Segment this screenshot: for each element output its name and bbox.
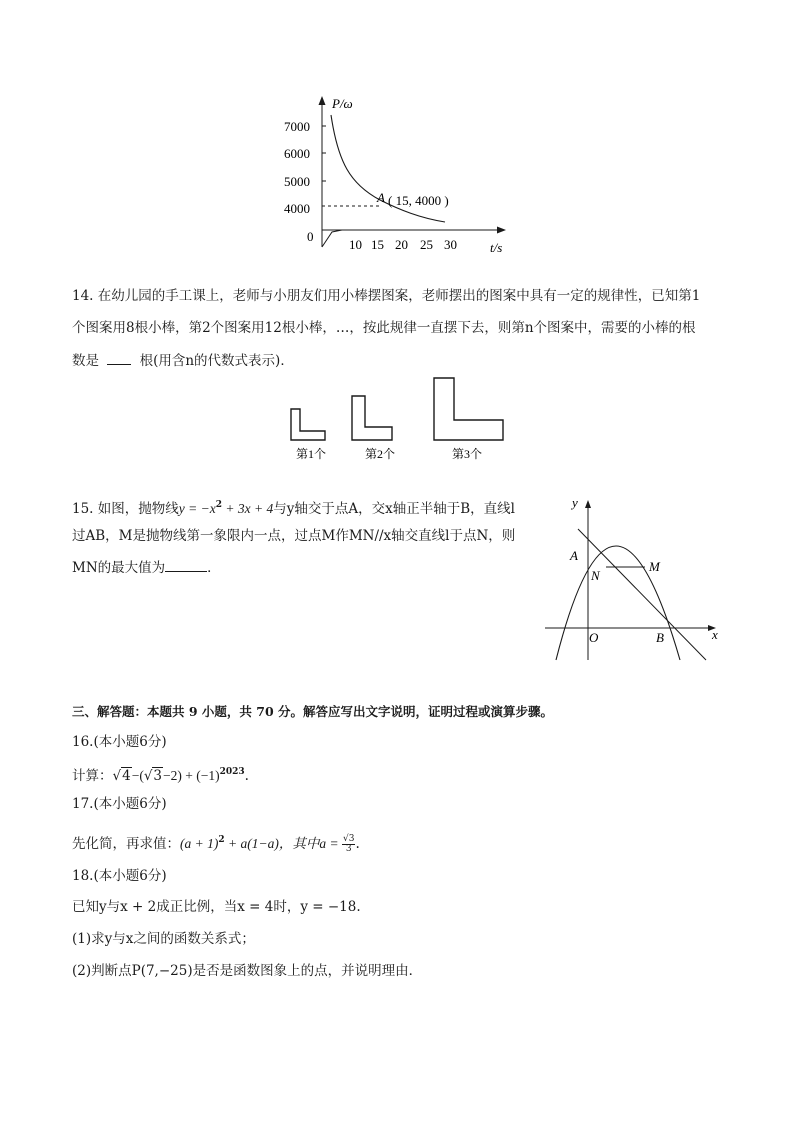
q17-fraction: $\frac{√3}{3}$ xyxy=(342,834,355,854)
q16-sqrt4: 4 xyxy=(122,768,131,784)
q15-eq-part-b: + 3x + 4 xyxy=(222,501,274,516)
q17-prefix: 先化简，再求值： xyxy=(72,836,180,852)
q17-end: . xyxy=(355,836,360,852)
q18-title: 18.(本小题6分) xyxy=(72,868,167,884)
power-time-graph xyxy=(284,92,530,262)
y-tick-5000: 5000 xyxy=(284,174,310,189)
q17-frac-num: 3 xyxy=(348,834,355,844)
point-a-label: A xyxy=(377,190,385,205)
q16-body: 计算：$√4-(√3-2) + (-1)^{2023}$. xyxy=(72,767,249,784)
pattern-3-label: 第3个 xyxy=(452,447,483,461)
q16-prefix: 计算： xyxy=(72,768,113,784)
pattern-1-shape xyxy=(291,409,325,440)
q17-exponent: 2 xyxy=(218,835,225,845)
y-axis-label: P/ω xyxy=(332,96,353,111)
q14-line3 xyxy=(72,350,294,371)
section3-heading: 三、解答题：本题共 9 小题，共 70 分。解答应写出文字说明，证明过程或演算步骤。 xyxy=(72,704,554,719)
q15-answer-blank[interactable] xyxy=(165,557,207,572)
q17-frac-den: 3 xyxy=(345,844,352,854)
x-tick-20: 20 xyxy=(395,237,408,252)
q18-line1: 已知y与x + 2成正比例，当x = 4时，y = −18. xyxy=(72,899,361,915)
q17-expr2: + a(1−a)，其中a = xyxy=(224,836,342,851)
q14-line2: 个图案用8根小棒，第2个图案用12根小棒，…，按此规律一直摆下去，则第n个图案中，需要的小棒的根 xyxy=(72,320,696,336)
graph-label-b: B xyxy=(656,630,664,645)
q16-sqrt3: 3 xyxy=(153,768,163,784)
q15-line1-post: 与y轴交于点A，交x轴正半轴于B，直线l xyxy=(273,501,515,517)
q16-part-d: −2) + (−1) xyxy=(163,768,220,783)
x-tick-15: 15 xyxy=(371,237,384,252)
x-tick-30: 30 xyxy=(444,237,457,252)
q14-line3-post: 根(用含n的代数式表示)． xyxy=(139,353,294,369)
q16-part-b: −( xyxy=(131,768,144,783)
q15-line3 xyxy=(72,557,221,578)
graph-label-a: A xyxy=(570,548,578,563)
q14-answer-blank[interactable] xyxy=(107,350,131,365)
q17-title: 17.(本小题6分) xyxy=(72,796,167,812)
pattern-3-shape xyxy=(434,378,503,440)
q16-title: 16.(本小题6分) xyxy=(72,734,167,750)
y-axis-arrow xyxy=(319,96,326,105)
x-axis-label: t/s xyxy=(490,240,503,255)
q18-sub1: (1)求y与x之间的函数关系式； xyxy=(72,931,255,947)
pattern-2-label: 第2个 xyxy=(365,447,396,461)
pattern-1-label: 第1个 xyxy=(296,447,327,461)
q15-line2: 过AB，M是抛物线第一象限内一点，过点M作MN//x轴交直线l于点N，则 xyxy=(72,528,516,544)
q15-line3-post: ． xyxy=(207,560,221,576)
graph-label-x: x xyxy=(712,627,718,642)
graph-y-arrow xyxy=(585,500,591,508)
origin-label: 0 xyxy=(307,229,314,244)
graph-label-n: N xyxy=(591,568,600,583)
graph-label-o: O xyxy=(589,630,599,645)
q15-eq-part-a: y = −x xyxy=(178,501,216,516)
q18-sub2: (2)判断点P(7,−25)是否是函数图象上的点，并说明理由． xyxy=(72,963,423,979)
q14-line1: 14. 在幼儿园的手工课上，老师与小朋友们用小棒摆图案，老师摆出的图案中具有一定的规律性，已知第1 xyxy=(72,288,701,304)
point-a-coords: ( 15, 4000 ) xyxy=(388,193,449,208)
x-tick-25: 25 xyxy=(420,237,433,252)
q17-expr: (a + 1) xyxy=(180,836,219,851)
y-tick-7000: 7000 xyxy=(284,119,310,134)
axis-break xyxy=(322,230,342,247)
q14-line3-pre: 数是 xyxy=(72,353,99,369)
x-axis-arrow xyxy=(497,227,506,234)
y-tick-6000: 6000 xyxy=(284,146,310,161)
stick-pattern-figures xyxy=(285,372,515,464)
x-tick-10: 10 xyxy=(349,237,362,252)
q16-end: . xyxy=(244,768,249,784)
q17-body xyxy=(72,830,360,854)
parabola-graph xyxy=(540,490,730,665)
graph-label-m: M xyxy=(649,559,660,574)
q16-exponent: 2023 xyxy=(219,767,245,777)
q15-line1: 15. 如图，抛物线$y = -x^2 + 3x + 4$与y轴交于点A，交x轴正半轴于B，直线l xyxy=(72,500,515,517)
graph-label-y: y xyxy=(572,495,578,510)
pattern-2-shape xyxy=(352,396,392,440)
y-tick-4000: 4000 xyxy=(284,201,310,216)
q15-line1-pre: 15. 如图，抛物线 xyxy=(72,501,179,517)
q15-line3-pre: MN的最大值为 xyxy=(72,560,166,576)
